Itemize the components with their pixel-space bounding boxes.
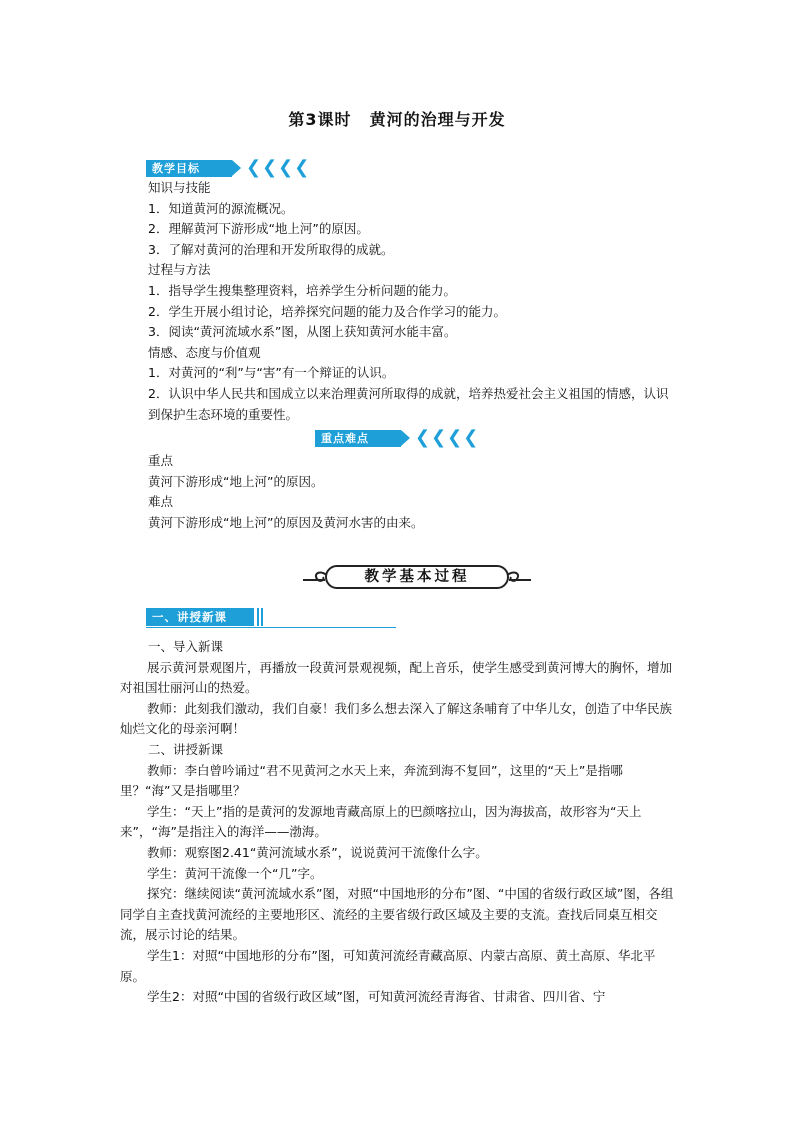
paragraph: 难点 bbox=[148, 494, 174, 510]
paragraph: 过程与方法 bbox=[148, 262, 211, 278]
heading-stripe bbox=[257, 608, 259, 626]
teaching-goals-label: 教学目标 bbox=[146, 160, 232, 177]
lesson-title bbox=[0, 107, 794, 130]
paragraph: 黄河下游形成“地上河”的原因。 bbox=[148, 473, 324, 489]
paragraph: 二、讲授新课 bbox=[148, 741, 224, 757]
section-heading-label: 一、讲授新课 bbox=[146, 608, 254, 626]
chevrons-left-icon: ❮❮❮❮ bbox=[415, 427, 480, 448]
paragraph: 探究：继续阅读“黄河流域水系”图，对照“中国地形的分布”图、“中国的省级行政区域”图，各组同学自主查找黄河流经的主要地形区、流经的主要省级行政区域及主要的支流。查找后同桌互相交流，展示讨论的结果。 bbox=[120, 886, 674, 943]
paragraph: 展示黄河景观图片，再播放一段黄河景观视频，配上音乐，使学生感受到黄河博大的胸怀，增加对祖国壮丽河山的热爱。 bbox=[120, 659, 673, 696]
paragraph: 2．理解黄河下游形成“地上河”的原因。 bbox=[148, 221, 369, 237]
paragraph: 2．学生开展小组讨论，培养探究问题的能力及合作学习的能力。 bbox=[148, 303, 506, 319]
banner-title: 教学基本过程 bbox=[325, 565, 509, 589]
section-banner bbox=[303, 563, 531, 591]
teaching-goals-tag bbox=[146, 157, 311, 178]
paragraph: 3．了解对黄河的治理和开发所取得的成就。 bbox=[148, 241, 394, 257]
paragraph: 2．认识中华人民共和国成立以来治理黄河所取得的成就，培养热爱社会主义祖国的情感，认识到保护生态环境的重要性。 bbox=[148, 385, 669, 422]
key-points-list bbox=[120, 451, 680, 533]
paragraph: 1．指导学生搜集整理资料，培养学生分析问题的能力。 bbox=[148, 282, 456, 298]
paragraph: 1．知道黄河的源流概况。 bbox=[148, 200, 294, 216]
paragraph: 3．阅读“黄河流域水系”图，从图上获知黄河水能丰富。 bbox=[148, 324, 457, 340]
paragraph: 学生：黄河干流像一个“几”字。 bbox=[147, 865, 323, 881]
paragraph: 教师：李白曾吟诵过“君不见黄河之水天上来，奔流到海不复回”，这里的“天上”是指哪里？“海”又是指哪里？ bbox=[120, 762, 623, 799]
heading-stripe bbox=[261, 608, 263, 626]
paragraph: 学生：“天上”指的是黄河的发源地青藏高原上的巴颜喀拉山，因为海拔高，故形容为“天上来”，“海”是指注入的海洋——渤海。 bbox=[120, 803, 642, 840]
heading-rule bbox=[146, 627, 396, 628]
paragraph: 教师：此刻我们激动，我们自豪！我们多么想去深入了解这条哺育了中华儿女，创造了中华民族灿烂文化的母亲河啊！ bbox=[120, 700, 673, 737]
lesson-number: 第3课时 bbox=[288, 110, 352, 129]
paragraph: 教师：观察图2.41“黄河流域水系”，说说黄河干流像什么字。 bbox=[147, 844, 488, 860]
teaching-goals-list bbox=[120, 178, 680, 425]
paragraph: 黄河下游形成“地上河”的原因及黄河水害的由来。 bbox=[148, 514, 424, 530]
paragraph: 学生1：对照“中国地形的分布”图，可知黄河流经青藏高原、内蒙古高原、黄土高原、华北平原。 bbox=[120, 947, 656, 984]
paragraph: 重点 bbox=[148, 453, 174, 468]
key-points-tag bbox=[315, 427, 485, 448]
chevrons-left-icon: ❮❮❮❮ bbox=[246, 157, 311, 178]
paragraph: 一、导入新课 bbox=[148, 639, 224, 654]
paragraph: 1．对黄河的“利”与“害”有一个辩证的认识。 bbox=[148, 365, 395, 381]
paragraph: 学生2：对照“中国的省级行政区域”图，可知黄河流经青海省、甘肃省、四川省、宁 bbox=[147, 989, 606, 1005]
teaching-process-text bbox=[120, 637, 680, 1008]
paragraph: 知识与技能 bbox=[148, 180, 211, 195]
lesson-topic: 黄河的治理与开发 bbox=[369, 110, 506, 129]
paragraph: 情感、态度与价值观 bbox=[148, 344, 261, 360]
key-points-label: 重点难点 bbox=[315, 430, 401, 447]
